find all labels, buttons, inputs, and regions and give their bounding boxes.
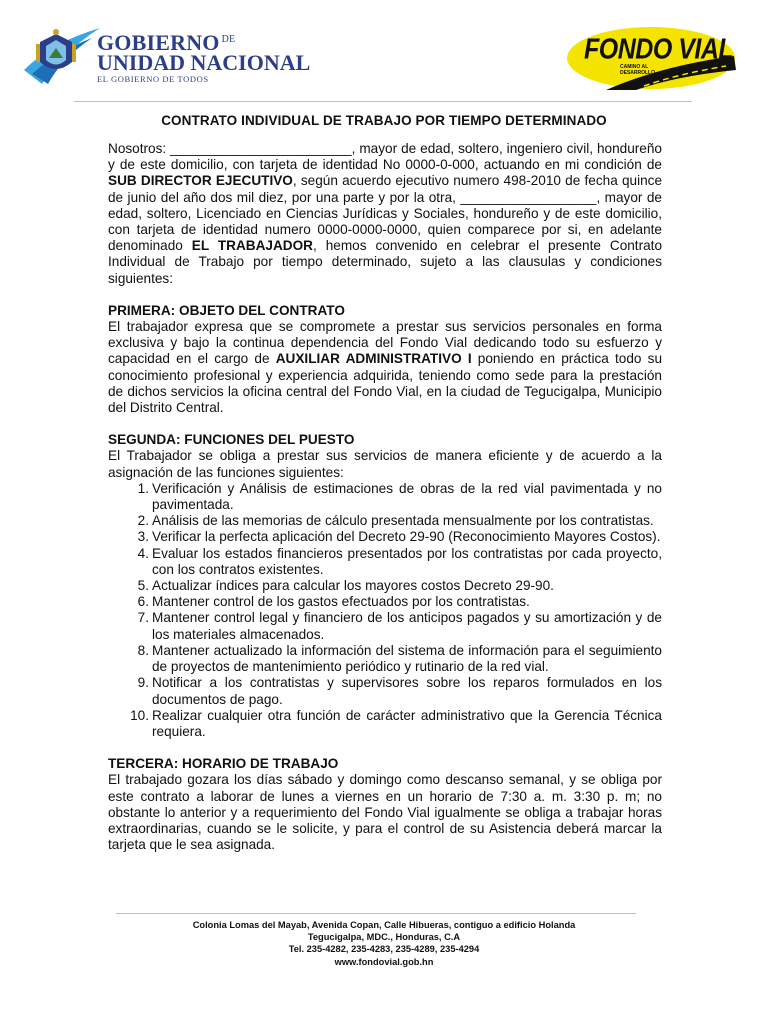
- gov-line-1-suffix: DE: [221, 34, 236, 45]
- primera-text-1: El trabajador expresa que se compromete a prestar sus servicios personales en forma exclusiva y bajo la continua dependencia del Fondo Vial dedicando todo su esfuerzo y capacidad en el cargo de: [108, 319, 662, 367]
- footer-divider: [116, 913, 636, 914]
- list-item: [108, 481, 662, 513]
- footer: [0, 919, 768, 968]
- list-item: [108, 610, 662, 642]
- list-item: [108, 578, 662, 594]
- header-divider: [74, 101, 692, 102]
- list-item: [108, 529, 662, 545]
- government-wordmark: [97, 30, 310, 85]
- list-item-text: Notificar a los contratistas y supervisores sobre los reparos formulados en los documentos de pago.: [152, 675, 662, 707]
- list-item-number: 9.: [137, 675, 149, 691]
- fondo-vial-tagline: [620, 64, 655, 76]
- intro-text-3: , hemos convenido en celebrar el presente Contrato Individual de Trabajo por tiempo determinado, sujeto a las clausulas y condiciones siguientes:: [108, 238, 663, 286]
- list-item-text: Verificación y Análisis de estimaciones de obras de la red vial pavimentada y no pavimentada.: [152, 480, 662, 513]
- list-item: [108, 643, 662, 675]
- segunda-heading: SEGUNDA: FUNCIONES DEL PUESTO: [108, 432, 355, 448]
- intro-paragraph: [108, 141, 662, 287]
- list-item: [108, 675, 662, 707]
- honduras-coat-of-arms-icon: [22, 22, 102, 92]
- list-item-number: 5.: [137, 578, 149, 594]
- list-item-text: Realizar cualquier otra función de carácter administrativo que la Gerencia Técnica requiera.: [152, 707, 662, 739]
- government-logo: [22, 22, 312, 90]
- list-item-text: Actualizar índices para calcular los mayores costos Decreto 29-90.: [152, 578, 554, 594]
- list-item-number: 4.: [137, 545, 149, 561]
- primera-heading: PRIMERA: OBJETO DEL CONTRATO: [108, 302, 345, 318]
- list-item: [108, 546, 662, 578]
- document-title: CONTRATO INDIVIDUAL DE TRABAJO POR TIEMPO DETERMINADO: [161, 113, 607, 128]
- list-item-number: 10.: [130, 707, 149, 723]
- footer-website: www.fondovial.gob.hn: [334, 956, 434, 967]
- footer-phones: Tel. 235-4282, 235-4283, 235-4289, 235-4294: [288, 944, 480, 955]
- list-item: [108, 594, 662, 610]
- gov-line-2: UNIDAD NACIONAL: [97, 50, 311, 75]
- primera-paragraph: [108, 319, 662, 416]
- list-item-text: Mantener control de los gastos efectuados por los contratistas.: [152, 594, 530, 610]
- intro-text-2: , según acuerdo ejecutivo numero 498-2010 de fecha quince de junio del año dos mil diez, por una parte y por la otra, __________________, mayor de edad, soltero, Licenciado en Ciencias Jurídicas y Sociales, hondureño y de este domicilio, con tarjeta de identidad numero 0000-0000-0000, quien comparece por si, en adelante denominado: [108, 173, 663, 254]
- list-item-number: 7.: [137, 610, 149, 626]
- list-item-text: Evaluar los estados financieros presentados por los contratistas por cada proyecto, con los contratos existentes.: [152, 545, 662, 577]
- list-item: [108, 513, 662, 529]
- intro-bold-2: EL TRABAJADOR: [191, 238, 314, 254]
- list-item-text: Análisis de las memorias de cálculo presentada mensualmente por los contratistas.: [152, 513, 654, 529]
- gov-line-1: GOBIERNO: [97, 30, 220, 55]
- gov-line-3: EL GOBIERNO DE TODOS: [97, 74, 209, 84]
- fondo-vial-tagline-1: CAMINO AL: [620, 64, 649, 70]
- list-item-number: 3.: [137, 529, 149, 545]
- list-item-number: 1.: [137, 480, 149, 496]
- intro-bold-1: SUB DIRECTOR EJECUTIVO: [108, 173, 293, 189]
- intro-text-1: Nosotros: ________________________, mayor de edad, soltero, ingeniero civil, hondureño y de este domicilio, con tarjeta de identidad No 0000-0-000, actuando en mi condición de: [108, 141, 662, 173]
- tercera-heading: TERCERA: HORARIO DE TRABAJO: [108, 756, 339, 772]
- list-item-number: 2.: [137, 513, 149, 529]
- document-body: [108, 141, 662, 853]
- list-item: [108, 708, 662, 740]
- footer-address: Colonia Lomas del Mayab, Avenida Copan, Calle Hibueras, contiguo a edificio Holanda: [192, 920, 576, 930]
- fondo-vial-logo: [566, 26, 736, 90]
- primera-bold-1: AUXILIAR ADMINISTRATIVO I: [275, 351, 472, 367]
- segunda-intro: El Trabajador se obliga a prestar sus servicios de manera eficiente y de acuerdo a la asignación de las funciones siguientes:: [108, 448, 662, 480]
- footer-city: Tegucigalpa, MDC., Honduras, C.A: [307, 932, 461, 943]
- primera-text-2: poniendo en práctica todo su conocimiento profesional y experiencia adquirida, teniendo como sede para la prestación de dichos servicios la oficina central del Fondo Vial, en la ciudad de Tegucigalpa, Municipio del Distrito Central.: [108, 351, 663, 416]
- tercera-paragraph: El trabajado gozara los días sábado y domingo como descanso semanal, y se obliga por este contrato a laborar de lunes a viernes en un horario de 7:30 a. m. 3:30 p. m; no obstante lo anterior y a requerimiento del Fondo Vial igualmente se obliga a trabajar horas extraordinarias, cuando se le solicite, y para el control de su Asistencia deberá marcar la tarjeta que le sea asignada.: [108, 772, 662, 853]
- list-item-number: 6.: [137, 594, 149, 610]
- list-item-text: Mantener control legal y financiero de los anticipos pagados y su amortización y de los materiales almacenados.: [152, 610, 662, 642]
- functions-list: [108, 481, 662, 740]
- fondo-vial-tagline-2: DESARROLLO: [620, 70, 655, 76]
- list-item-text: Mantener actualizado la información del sistema de información para el seguimiento de proyectos de mantenimiento periódico y rutinario de la red vial.: [152, 642, 662, 675]
- fondo-vial-title: FONDO VIAL: [584, 33, 734, 66]
- list-item-number: 8.: [137, 642, 149, 658]
- list-item-text: Verificar la perfecta aplicación del Decreto 29-90 (Reconocimiento Mayores Costos).: [152, 529, 661, 545]
